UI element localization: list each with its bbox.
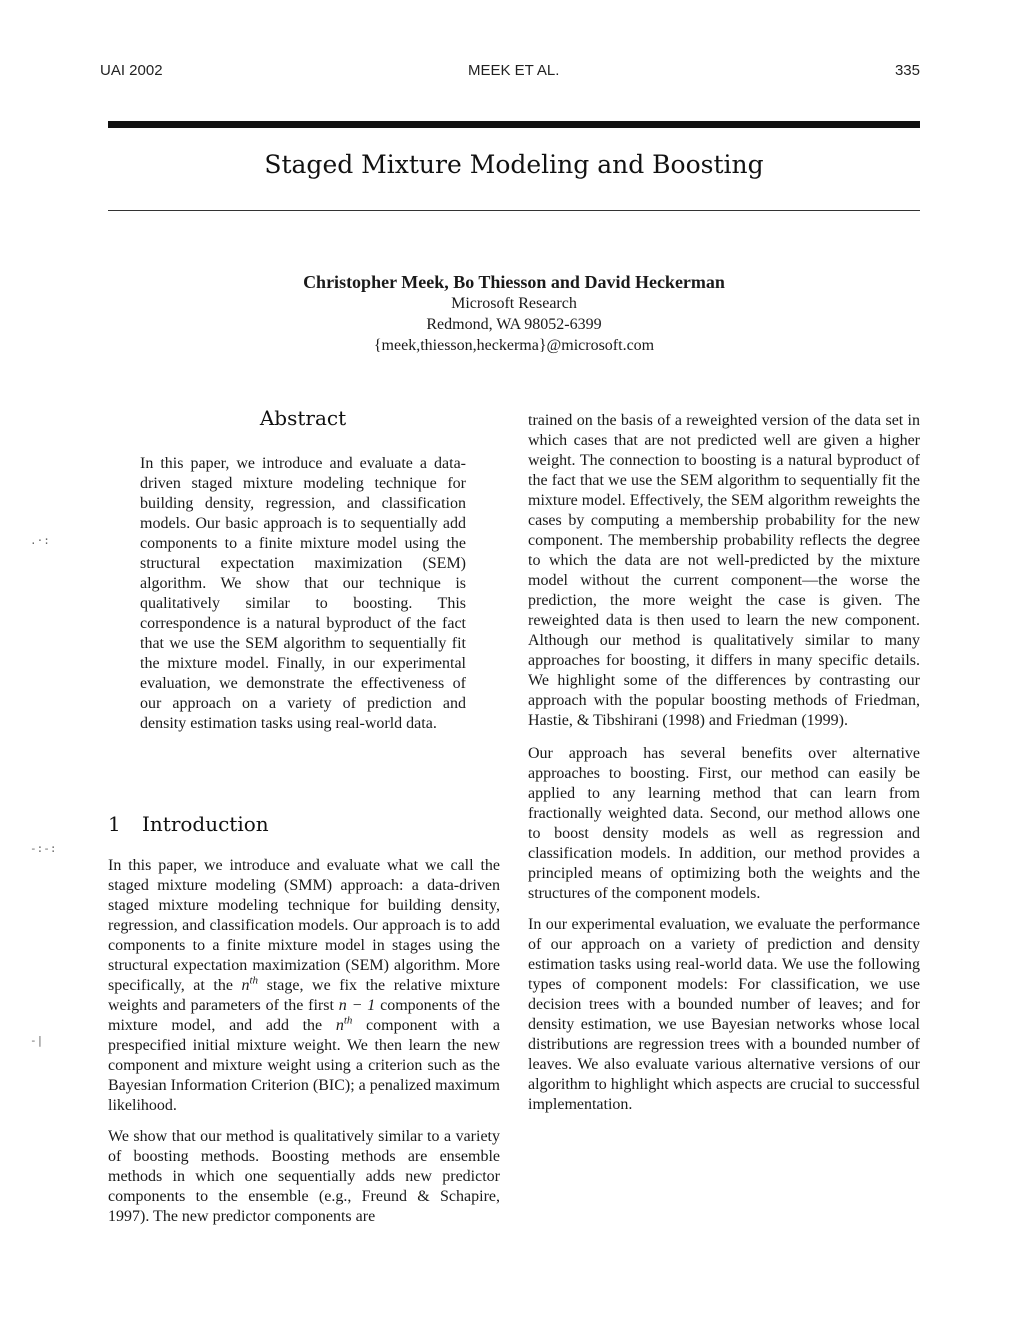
abstract-body — [140, 454, 466, 745]
math-n: n — [335, 1017, 344, 1034]
right-column — [528, 411, 920, 1126]
section-heading-introduction — [108, 812, 498, 836]
math-superscript: th — [249, 974, 259, 987]
intro-text: stage, we fix the relative mixture weights and parameters of the first — [108, 977, 500, 1014]
right-paragraph-1: trained on the basis of a reweighted version of the data set in which cases that are not predicted well are given a higher weight. The connection to boosting is a natural byproduct of the fact that we use the SEM algorithm to sequentially fit the mixture model. Effectively, the SEM algorithm reweights the cases by computing a membership probability for the new component. The membership probability reflects the degree to which the data are not well-predicted by the mixture model without the current component—the worse the prediction, the more weight the case is given. The reweighted data is then used to learn the new component. Although our method is qualitatively similar to many approaches for boosting, it differs in many specific details. We highlight some of the differences by contrasting our approach with the popular boosting methods of Friedman, Hastie, & Tibshirani (1998) and Friedman (1999). — [528, 412, 920, 729]
title-bottom-rule — [108, 210, 920, 211]
math-n: n — [241, 977, 250, 994]
intro-paragraph-2: We show that our method is qualitatively similar to a variety of boosting methods. Boosting methods are ensemble methods in which one sequentially adds new predictor components to the ensemble (e.g., Freund & Schapire, 1997). The new predictor components are — [108, 1128, 500, 1225]
section-title: Introduction — [142, 812, 269, 836]
running-head-venue: UAI 2002 — [100, 62, 163, 79]
intro-text: components of the mixture model, and add the — [108, 997, 501, 1034]
margin-mark: .·: — [30, 534, 50, 547]
margin-mark: -:-: — [30, 842, 57, 855]
author-email: {meek,thiesson,heckerma}@microsoft.com — [373, 337, 655, 354]
abstract-heading: Abstract — [259, 406, 347, 430]
right-paragraph-3: In our experimental evaluation, we evaluate the performance of our approach on a variety of prediction and density estimation tasks using real-world data. We use the following types of component models: For classification, we use decision trees with a bounded number of leaves; and for density estimation, we use Bayesian networks whose local distributions are regression trees with a bounded number of leaves. We also evaluate various alternative versions of our algorithm to highlight which aspects are crucial to successful implementation. — [528, 916, 920, 1113]
abstract-paragraph: In this paper, we introduce and evaluate a data-driven staged mixture modeling technique for building density, regression, and classification models. Our basic approach is to sequentially add components to a finite mixture model using the structural expectation maximization (SEM) algorithm. We show that our technique is qualitatively similar to boosting. This correspondence is a natural byproduct of the fact that we use the SEM algorithm to sequentially fit the mixture model. Finally, in our experimental evaluation, we demonstrate the effectiveness of our approach on a variety of prediction and density estimation tasks using real-world data. — [140, 455, 466, 732]
author-names: Christopher Meek, Bo Thiesson and David Heckerman — [303, 272, 725, 292]
section-number: 1 — [108, 812, 121, 836]
author-block — [108, 272, 920, 356]
intro-text: component with a prespecified initial mixture weight. We then learn the new component and mixture weight using a criterion such as the Bayesian Information Criterion (BIC); a penalized maximum likelihood. — [108, 1017, 500, 1114]
intro-paragraph-1 — [108, 856, 500, 1116]
intro-text: In this paper, we introduce and evaluate what we call the staged mixture modeling (SMM) approach: a data-driven staged mixture modeling technique for building density, regression, and classification models. Our approach is to add components to a finite mixture model in stages using the structural expectation maximization (SEM) algorithm. More specifically, at the — [108, 857, 500, 994]
right-paragraph-2: Our approach has several benefits over alternative approaches to boosting. First, our method can easily be applied to any learning method that can learn from fractionally weighted data. Second, our method allows one to boost density models as well as regression and classification models. In addition, our method provides a principled means of optimizing both the weights and the structures of the component models. — [528, 745, 920, 902]
title-top-rule — [108, 121, 920, 128]
paper-title: Staged Mixture Modeling and Boosting — [264, 150, 764, 179]
page-number: 335 — [894, 62, 920, 79]
introduction-body — [108, 856, 500, 1238]
author-affiliation: Microsoft Research — [451, 295, 577, 312]
running-head — [100, 62, 920, 84]
margin-mark: -| — [30, 1034, 44, 1047]
author-address: Redmond, WA 98052-6399 — [426, 316, 602, 333]
math-superscript: th — [343, 1014, 353, 1027]
running-head-authors: MEEK ET AL. — [468, 62, 560, 79]
math-expression: n − 1 — [338, 997, 376, 1014]
